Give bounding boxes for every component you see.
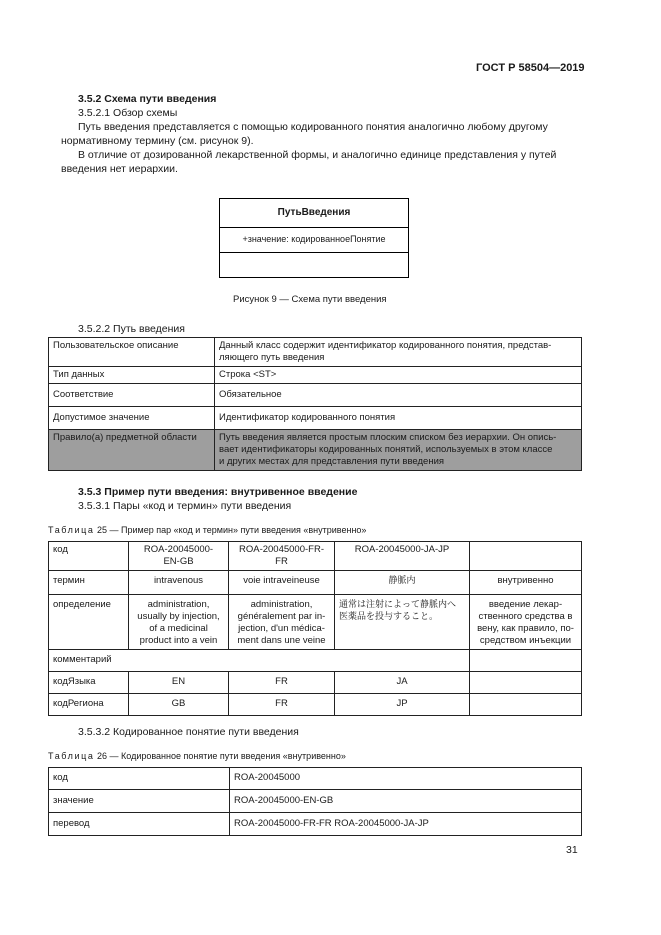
table-cell: 静脈内	[335, 571, 470, 595]
table-row-highlighted	[49, 430, 582, 471]
subsection-title: 3.5.2.1 Обзор схемы	[78, 107, 178, 119]
table-row	[49, 650, 582, 672]
table-value: Строка <ST>	[215, 367, 582, 384]
table-key: Правило(а) предметной области	[49, 430, 215, 471]
table-row	[49, 571, 582, 595]
row-label: кодЯзыка	[49, 672, 129, 694]
table-cell: ROA-20045000-JA-JP	[335, 542, 470, 571]
section-title: 3.5.2 Схема пути введения	[78, 93, 217, 105]
table-cell	[470, 650, 582, 672]
table-key: Допустимое значение	[49, 407, 215, 430]
table-value: ROA-20045000	[230, 768, 582, 790]
table-value: Путь введения является простым плоским списком без иерархии. Он опись- вает идентификаторы кодированных понятий, используемых в этом классе и других местах для представления пути введения	[215, 430, 582, 471]
paragraph-line: В отличие от дозированной лекарственной формы, и аналогично единице представления у путей	[78, 149, 557, 161]
row-label: комментарий	[49, 650, 470, 672]
table-row	[49, 790, 582, 813]
table-caption: Таблица 26 — Кодированное понятие пути введения «внутривенно»	[48, 751, 346, 761]
table-row	[49, 768, 582, 790]
table-key: значение	[49, 790, 230, 813]
table-cell: FR	[229, 694, 335, 716]
table-row	[49, 813, 582, 836]
table-row	[49, 542, 582, 571]
table-row	[49, 672, 582, 694]
table-key: Пользовательское описание	[49, 338, 215, 367]
row-label: термин	[49, 571, 129, 595]
table-row	[49, 338, 582, 367]
row-label: код	[49, 542, 129, 571]
table-cell: voie intraveineuse	[229, 571, 335, 595]
coded-concept-table	[48, 767, 582, 836]
table-cell	[470, 672, 582, 694]
table-row	[49, 694, 582, 716]
table-key: код	[49, 768, 230, 790]
table-cell: administration, généralement par in- jection, d'un médica- ment dans une veine	[229, 595, 335, 650]
table-value: Идентификатор кодированного понятия	[215, 407, 582, 430]
paragraph-line: нормативному термину (см. рисунок 9).	[61, 135, 254, 147]
table-row	[49, 595, 582, 650]
table-key: Тип данных	[49, 367, 215, 384]
subsection-title: 3.5.3.1 Пары «код и термин» пути введения	[78, 500, 292, 512]
table-cell: внутривенно	[470, 571, 582, 595]
table-row	[49, 407, 582, 430]
table-cell: EN	[129, 672, 229, 694]
table-cell: ROA-20045000- EN-GB	[129, 542, 229, 571]
table-key: Соответствие	[49, 384, 215, 407]
table-cell: JA	[335, 672, 470, 694]
uml-class-diagram	[219, 198, 409, 278]
table-cell: введение лекар- ственного средства в вену, как правило, по- средством инъекции	[470, 595, 582, 650]
uml-class-name: ПутьВведения	[220, 199, 408, 228]
section-title: 3.5.3 Пример пути введения: внутривенное введение	[78, 486, 358, 498]
table-cell: administration, usually by injection, of a medicinal product into a vein	[129, 595, 229, 650]
subsection-title: 3.5.3.2 Кодированное понятие пути введения	[78, 726, 299, 738]
table-cell: JP	[335, 694, 470, 716]
table-cell	[470, 694, 582, 716]
table-value: Обязательное	[215, 384, 582, 407]
table-cell: GB	[129, 694, 229, 716]
table-caption: Таблица 25 — Пример пар «код и термин» пути введения «внутривенно»	[48, 525, 367, 535]
standard-number: ГОСТ Р 58504—2019	[476, 62, 585, 74]
row-label: определение	[49, 595, 129, 650]
table-row	[49, 384, 582, 407]
paragraph-line: введения нет иерархии.	[61, 163, 178, 175]
page-number: 31	[566, 844, 578, 856]
figure-caption: Рисунок 9 — Схема пути введения	[233, 294, 387, 305]
route-attributes-table	[48, 337, 582, 471]
table-cell: 通常は注射によって静脈内へ 医薬品を投与すること。	[335, 595, 470, 650]
subsection-title: 3.5.2.2 Путь введения	[78, 323, 185, 335]
table-cell	[470, 542, 582, 571]
table-cell: intravenous	[129, 571, 229, 595]
table-value: ROA-20045000-EN-GB	[230, 790, 582, 813]
uml-attribute: +значение: кодированноеПонятие	[220, 228, 408, 253]
table-key: перевод	[49, 813, 230, 836]
table-value: ROA-20045000-FR-FR ROA-20045000-JA-JP	[230, 813, 582, 836]
paragraph-line: Путь введения представляется с помощью кодированного понятия аналогично любому другому	[78, 121, 548, 133]
code-term-pairs-table	[48, 541, 582, 716]
table-cell: ROA-20045000-FR- FR	[229, 542, 335, 571]
table-row	[49, 367, 582, 384]
table-cell: FR	[229, 672, 335, 694]
row-label: кодРегиона	[49, 694, 129, 716]
table-value: Данный класс содержит идентификатор кодированного понятия, представ- ляющего путь введения	[215, 338, 582, 367]
